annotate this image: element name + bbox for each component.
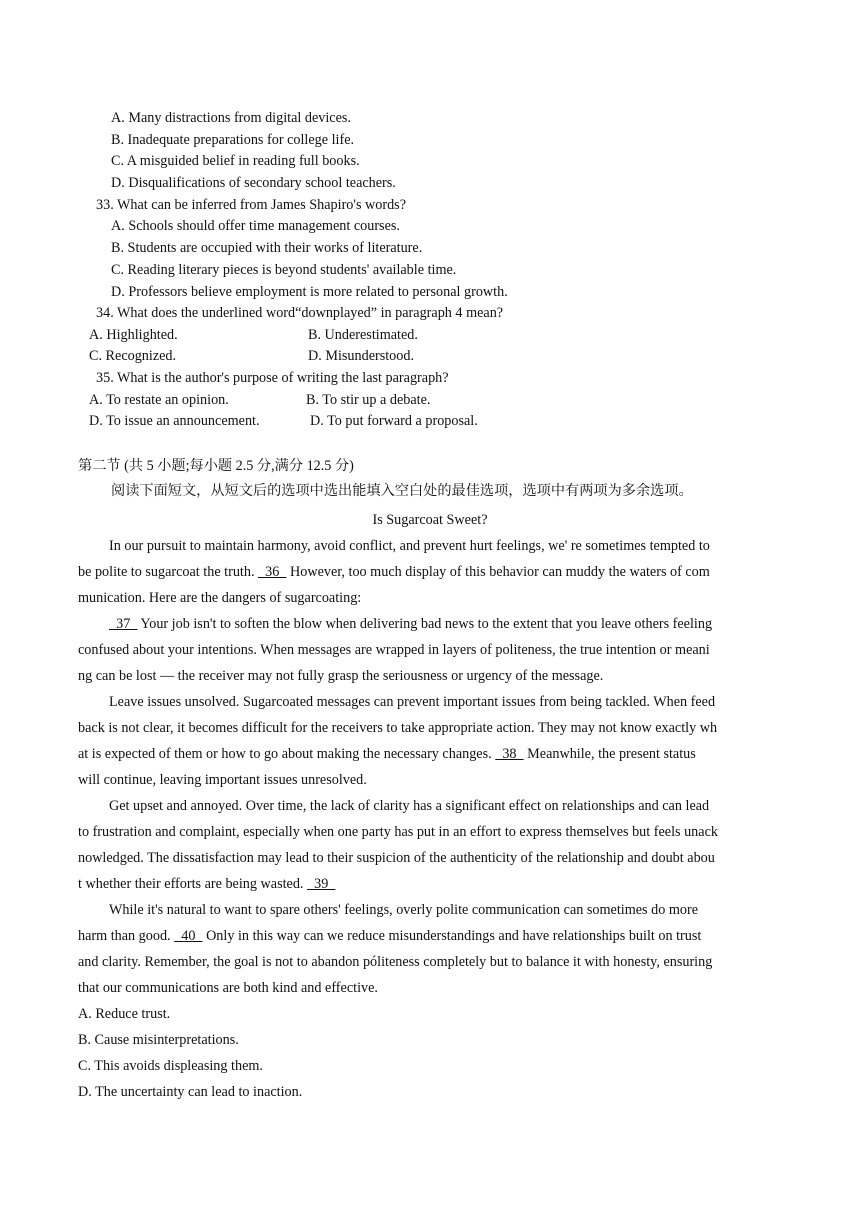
q34-option-d: D. Misunderstood. — [308, 348, 415, 364]
q33-option-a: A. Schools should offer time management courses. — [111, 218, 400, 234]
passage-line: t whether their efforts are being wasted. 39 — [78, 876, 336, 892]
choice-b: B. Cause misinterpretations. — [78, 1032, 239, 1048]
passage-line: 37 Your job isn't to soften the blow when delivering bad news to the extent that you leave others feeling — [109, 616, 713, 632]
q33-stem: 33. What can be inferred from James Shapiro's words? — [96, 197, 406, 213]
q33-option-c: C. Reading literary pieces is beyond students' available time. — [111, 262, 457, 278]
passage-line: ng can be lost — the receiver may not fully grasp the seriousness or urgency of the message. — [78, 668, 604, 684]
section-header: 第二节 (共 5 小题;每小题 2.5 分,满分 12.5 分) — [78, 458, 354, 474]
q32-option-b: B. Inadequate preparations for college life. — [111, 132, 355, 148]
blank-39: 39 — [307, 876, 336, 892]
passage-line: harm than good. 40 Only in this way can we reduce misunderstandings and have relationships built on trust — [78, 928, 702, 944]
passage-line: and clarity. Remember, the goal is not to abandon póliteness completely but to balance it with honesty, ensuring — [78, 954, 713, 970]
q35-option-d: D. To put forward a proposal. — [310, 413, 478, 429]
choice-c: C. This avoids displeasing them. — [78, 1058, 263, 1074]
q34-option-a: A. Highlighted. — [89, 327, 178, 343]
blank-40: 40 — [174, 928, 203, 944]
passage-line: to frustration and complaint, especially when one party has put in an effort to express themselves but feels unack — [78, 824, 718, 840]
passage-line: While it's natural to want to spare others' feelings, overly polite communication can sometimes do more — [109, 902, 699, 918]
passage-line: In our pursuit to maintain harmony, avoid conflict, and prevent hurt feelings, we' re sometimes tempted to — [109, 538, 710, 554]
q34-stem: 34. What does the underlined word“downplayed” in paragraph 4 mean? — [96, 305, 504, 321]
q33-option-b: B. Students are occupied with their works of literature. — [111, 240, 423, 256]
q32-option-c: C. A misguided belief in reading full books. — [111, 153, 360, 169]
passage-line: will continue, leaving important issues unresolved. — [78, 772, 367, 788]
blank-36: 36 — [258, 564, 287, 580]
passage-line: nowledged. The dissatisfaction may lead to their suspicion of the authenticity of the relationship and doubt abou — [78, 850, 715, 866]
passage-line: Get upset and annoyed. Over time, the lack of clarity has a significant effect on relationships and can lead — [109, 798, 710, 814]
q34-option-b: B. Underestimated. — [308, 327, 418, 343]
q35-option-a: A. To restate an opinion. — [89, 392, 229, 408]
section-instruction: 阅读下面短文，从短文后的选项中选出能填入空白处的最佳选项，选项中有两项为多余选项。 — [111, 483, 693, 499]
choice-a: A. Reduce trust. — [78, 1006, 171, 1022]
choice-d: D. The uncertainty can lead to inaction. — [78, 1084, 303, 1100]
blank-38: 38 — [495, 746, 524, 762]
passage-title: Is Sugarcoat Sweet? — [372, 512, 488, 528]
q35-option-c: D. To issue an announcement. — [89, 413, 260, 429]
passage-line: back is not clear, it becomes difficult for the receivers to take appropriate action. They may not know exactly wh — [78, 720, 718, 736]
q34-option-c: C. Recognized. — [89, 348, 177, 364]
passage-line: at is expected of them or how to go about making the necessary changes. 38 Meanwhile, the present status — [78, 746, 696, 762]
passage-line: be polite to sugarcoat the truth. 36 However, too much display of this behavior can muddy the waters of com — [78, 564, 710, 580]
q35-stem: 35. What is the author's purpose of writing the last paragraph? — [96, 370, 449, 386]
blank-37: 37 — [109, 616, 138, 632]
q32-option-d: D. Disqualifications of secondary school teachers. — [111, 175, 396, 191]
passage-line: Leave issues unsolved. Sugarcoated messages can prevent important issues from being tackled. When feed — [109, 694, 716, 710]
q35-option-b: B. To stir up a debate. — [306, 392, 431, 408]
q32-option-a: A. Many distractions from digital devices. — [111, 110, 351, 126]
passage-line: munication. Here are the dangers of sugarcoating: — [78, 590, 362, 606]
passage-line: that our communications are both kind and effective. — [78, 980, 378, 996]
passage-line: confused about your intentions. When messages are wrapped in layers of politeness, the true intention or meani — [78, 642, 710, 658]
q33-option-d: D. Professors believe employment is more related to personal growth. — [111, 284, 508, 300]
